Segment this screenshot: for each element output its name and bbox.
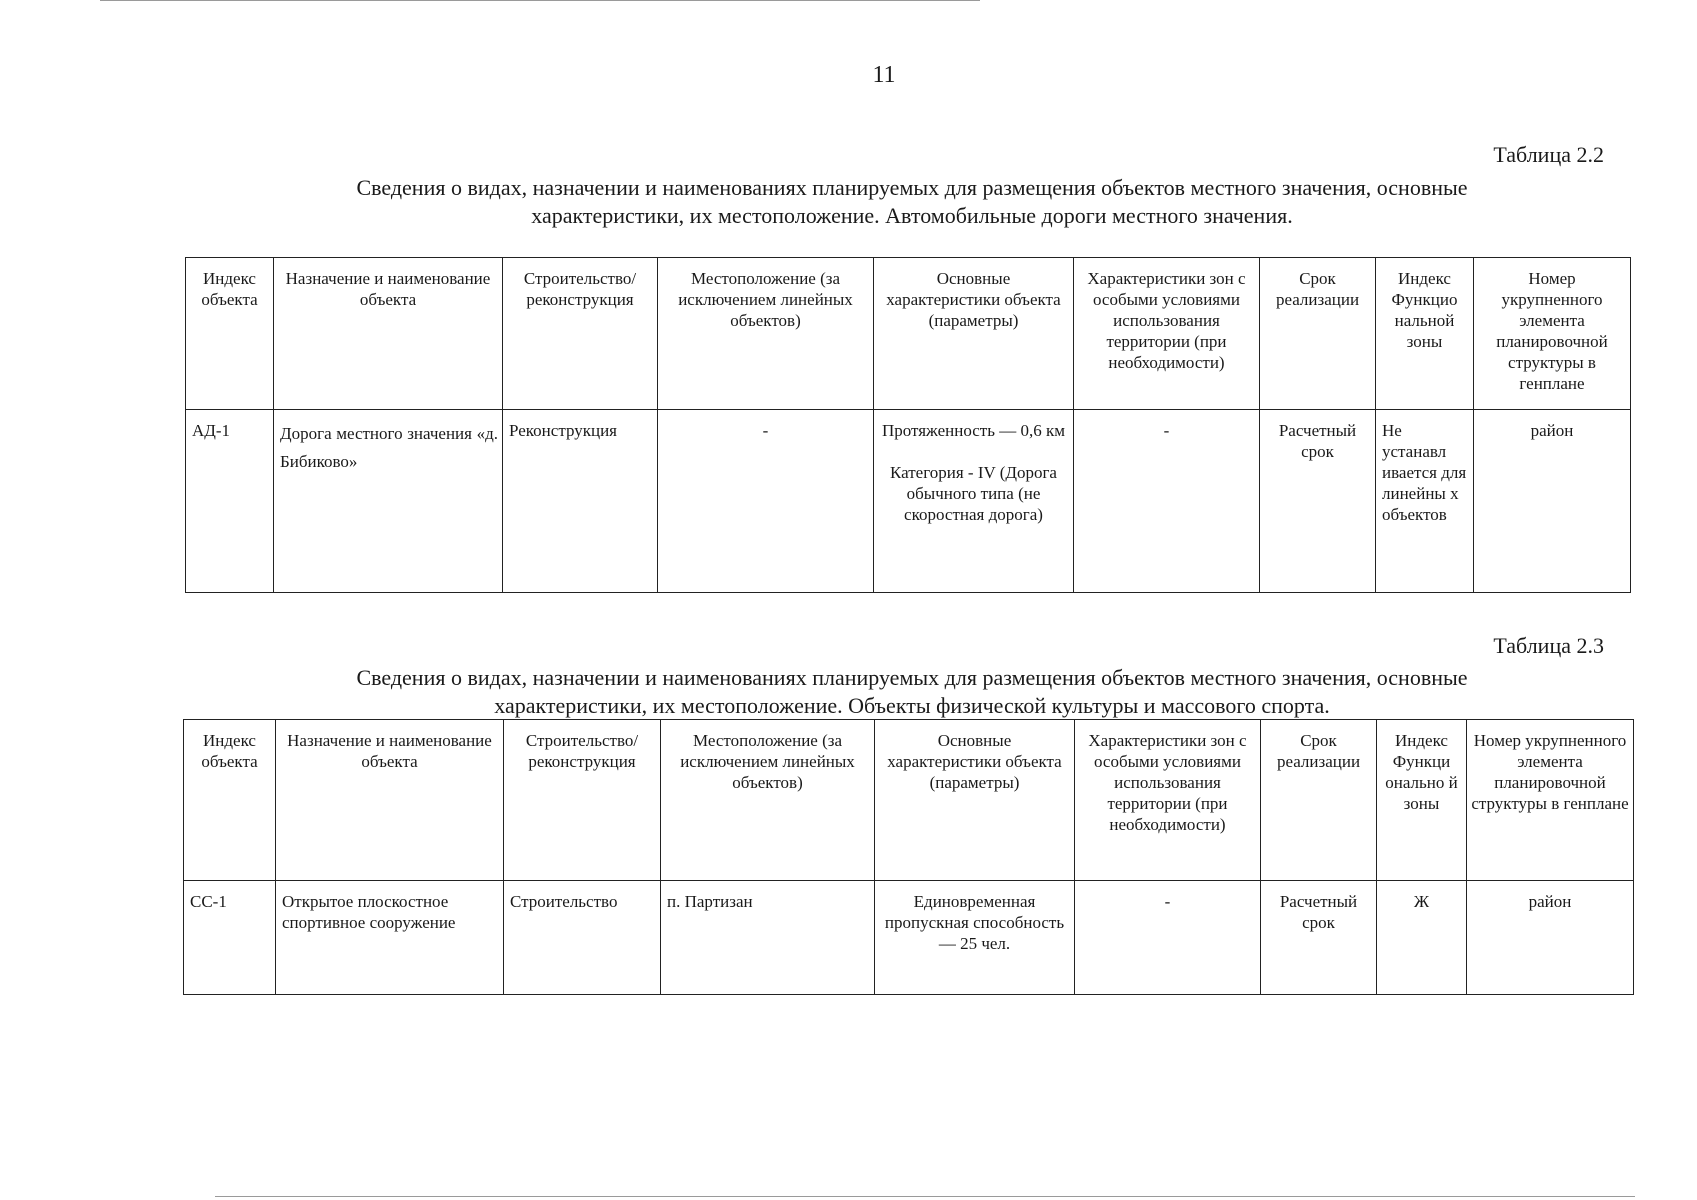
- cell-term: Расчетный срок: [1261, 881, 1377, 995]
- table-2-3: [183, 719, 1634, 995]
- cell-element: район: [1467, 881, 1634, 995]
- cell-construction: Реконструкция: [503, 410, 658, 593]
- cell-index: АД-1: [186, 410, 274, 593]
- characteristic-length: Протяженность — 0,6 км: [881, 421, 1065, 440]
- table-header-row: [184, 720, 1634, 881]
- caption-line: характеристики, их местоположение. Автомобильные дороги местного значения.: [531, 203, 1293, 228]
- table-2-2-label: Таблица 2.2: [1493, 142, 1604, 167]
- table-2-2: [185, 257, 1631, 593]
- cell-location: п. Партизан: [661, 881, 875, 995]
- cell-zones: -: [1075, 881, 1261, 995]
- header-cell: Основные характеристики объекта (параметры): [875, 720, 1075, 881]
- header-cell: Индекс объекта: [186, 258, 274, 410]
- cell-characteristics: [874, 410, 1074, 593]
- cell-construction: Строительство: [504, 881, 661, 995]
- header-cell: Строительство/ реконструкция: [504, 720, 661, 881]
- cell-characteristics: Единовременная пропускная способность — 25 чел.: [875, 881, 1075, 995]
- header-cell: Основные характеристики объекта (параметры): [874, 258, 1074, 410]
- scan-edge-top: [100, 0, 980, 1]
- cell-element: район: [1474, 410, 1631, 593]
- table-row: [186, 410, 1631, 593]
- cell-index: СС-1: [184, 881, 276, 995]
- caption-line: характеристики, их местоположение. Объекты физической культуры и массового спорта.: [494, 693, 1330, 718]
- table-2-3-label: Таблица 2.3: [1493, 633, 1604, 658]
- cell-name: Открытое плоскостное спортивное сооружение: [276, 881, 504, 995]
- header-cell: Характеристики зон с особыми условиями использования территории (при необходимости): [1074, 258, 1260, 410]
- cell-func-zone: Ж: [1377, 881, 1467, 995]
- cell-zones: -: [1074, 410, 1260, 593]
- cell-func-zone: Не устанавл ивается для линейны х объектов: [1376, 410, 1474, 593]
- cell-name: Дорога местного значения «д. Бибиково»: [274, 410, 503, 593]
- cell-location: -: [658, 410, 874, 593]
- header-cell: Срок реализации: [1261, 720, 1377, 881]
- table-2-3-caption: [240, 664, 1584, 720]
- header-cell: Индекс Функци онально й зоны: [1377, 720, 1467, 881]
- table-2-2-caption: [240, 174, 1584, 230]
- cell-term: Расчетный срок: [1260, 410, 1376, 593]
- header-cell: Индекс Функцио нальной зоны: [1376, 258, 1474, 410]
- header-cell: Индекс объекта: [184, 720, 276, 881]
- scan-edge-bottom: [215, 1196, 1635, 1197]
- table-row: [184, 881, 1634, 995]
- table-header-row: [186, 258, 1631, 410]
- header-cell: Назначение и наименование объекта: [276, 720, 504, 881]
- header-cell: Местоположение (за исключением линейных объектов): [658, 258, 874, 410]
- header-cell: Строительство/ реконструкция: [503, 258, 658, 410]
- header-cell: Номер укрупненного элемента планировочной структуры в генплане: [1467, 720, 1634, 881]
- characteristic-category: Категория - IV (Дорога обычного типа (не скоростная дорога): [890, 463, 1057, 524]
- page-number: 11: [872, 62, 896, 88]
- header-cell: Срок реализации: [1260, 258, 1376, 410]
- caption-line: Сведения о видах, назначении и наименованиях планируемых для размещения объектов местного значения, основные: [356, 175, 1468, 200]
- header-cell: Назначение и наименование объекта: [274, 258, 503, 410]
- header-cell: Номер укрупненного элемента планировочной структуры в генплане: [1474, 258, 1631, 410]
- caption-line: Сведения о видах, назначении и наименованиях планируемых для размещения объектов местного значения, основные: [356, 665, 1468, 690]
- header-cell: Местоположение (за исключением линейных объектов): [661, 720, 875, 881]
- header-cell: Характеристики зон с особыми условиями использования территории (при необходимости): [1075, 720, 1261, 881]
